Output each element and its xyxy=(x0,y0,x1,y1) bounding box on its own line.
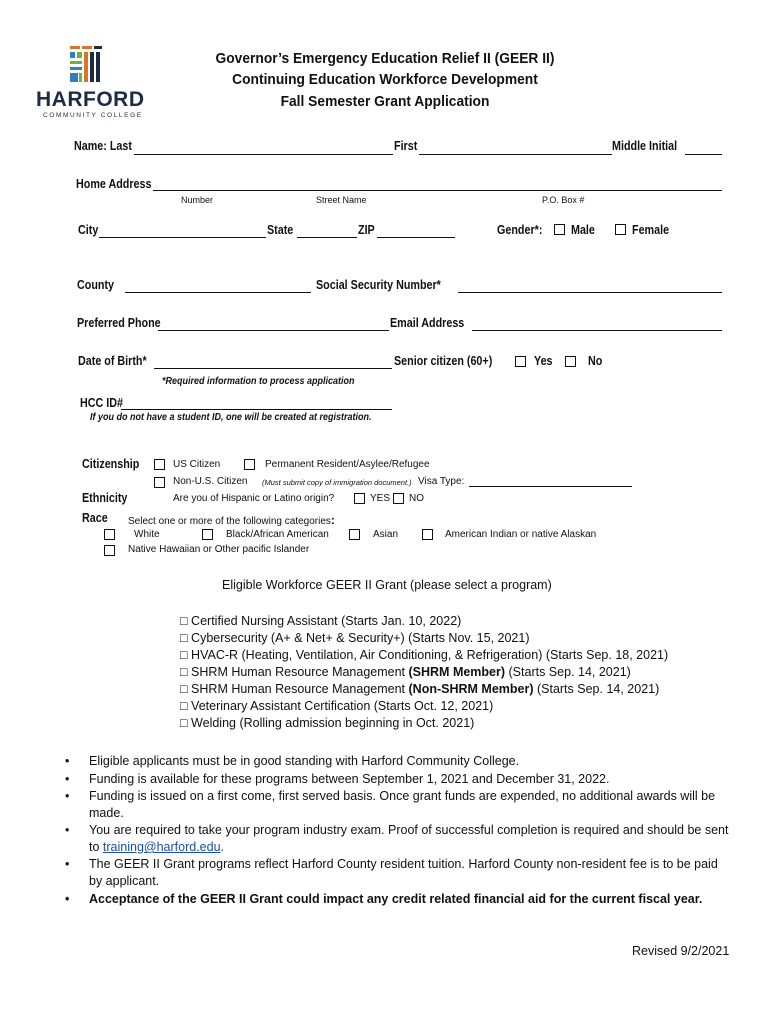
required-note: *Required information to process application xyxy=(162,376,355,387)
last-name-field[interactable] xyxy=(134,154,393,155)
non-us-citizen-note: (Must submit copy of immigration document.) xyxy=(262,478,412,487)
harford-logo-subtitle: COMMUNITY COLLEGE xyxy=(43,112,143,119)
county-label: County xyxy=(77,278,115,292)
hcc-id-note: If you do not have a student ID, one will be created at registration. xyxy=(90,412,372,423)
info-bullet: • Eligible applicants must be in good standing with Harford Community College. xyxy=(65,754,520,768)
race-asian-checkbox[interactable] xyxy=(349,529,360,540)
visa-type-field[interactable] xyxy=(469,486,632,487)
middle-initial-field[interactable] xyxy=(685,154,722,155)
home-address-label: Home Address xyxy=(76,177,152,191)
non-us-citizen-label: Non-U.S. Citizen xyxy=(173,476,248,487)
hispanic-yes-label: YES xyxy=(370,493,391,504)
race-hawaiian-label: Native Hawaiian or Other pacific Islander xyxy=(128,544,310,555)
info-bullet-list xyxy=(65,752,730,908)
senior-label: Senior citizen (60+) xyxy=(394,354,493,368)
harford-logo-name: HARFORD xyxy=(36,88,145,111)
gender-label: Gender*: xyxy=(497,223,543,237)
header-title-line3: Fall Semester Grant Application xyxy=(280,93,490,110)
number-sublabel: Number xyxy=(181,195,214,205)
programs-heading: Eligible Workforce GEER II Grant (please select a program) xyxy=(222,578,552,592)
info-bullet: • The GEER II Grant programs reflect Harford County resident tuition. Harford County non-resident fee is to be paid by applicant. xyxy=(65,857,718,888)
permanent-resident-checkbox[interactable] xyxy=(244,459,255,470)
race-black-checkbox[interactable] xyxy=(202,529,213,540)
dob-field[interactable] xyxy=(154,368,392,369)
harford-logo-mark xyxy=(36,44,146,88)
info-bullet: • Acceptance of the GEER II Grant could impact any credit related financial aid for the current fiscal year. xyxy=(65,892,703,906)
citizenship-label: Citizenship xyxy=(82,457,140,471)
harford-logo xyxy=(36,44,146,124)
visa-type-label: Visa Type: xyxy=(418,476,465,487)
info-bullet: • Funding is available for these programs between September 1, 2021 and December 31, 2022. xyxy=(65,772,610,786)
race-white-label: White xyxy=(134,529,160,540)
first-name-field[interactable] xyxy=(419,154,612,155)
zip-label: ZIP xyxy=(358,223,375,237)
po-box-sublabel: P.O. Box # xyxy=(542,195,585,205)
race-label: Race xyxy=(82,511,108,525)
senior-no-label: No xyxy=(588,354,603,368)
program-item[interactable]: □ Certified Nursing Assistant (Starts Jan. 10, 2022) xyxy=(180,614,462,628)
non-us-citizen-checkbox[interactable] xyxy=(154,477,165,488)
street-name-sublabel: Street Name xyxy=(316,195,367,205)
senior-yes-checkbox[interactable] xyxy=(515,356,526,367)
preferred-phone-field[interactable] xyxy=(158,330,389,331)
ssn-field[interactable] xyxy=(458,292,722,293)
permanent-resident-label: Permanent Resident/Asylee/Refugee xyxy=(265,459,430,470)
info-bullet: • You are required to take your program industry exam. Proof of successful completion is required and should be sent to training@harford.edu. xyxy=(65,823,729,854)
hcc-id-field[interactable] xyxy=(121,409,392,410)
program-item[interactable]: □ Cybersecurity (A+ & Net+ & Security+) (Starts Nov. 15, 2021) xyxy=(180,631,530,645)
hcc-id-label: HCC ID# xyxy=(80,396,124,410)
race-black-label: Black/African American xyxy=(226,529,329,540)
home-address-field[interactable] xyxy=(153,190,722,191)
race-white-checkbox[interactable] xyxy=(104,529,115,540)
program-item[interactable]: □ SHRM Human Resource Management (Non-SHRM Member) (Starts Sep. 14, 2021) xyxy=(180,682,660,696)
ethnicity-label: Ethnicity xyxy=(82,491,128,505)
senior-yes-label: Yes xyxy=(534,354,553,368)
gender-female-label: Female xyxy=(632,223,670,237)
hispanic-question: Are you of Hispanic or Latino origin? xyxy=(173,493,335,504)
training-email-link[interactable]: training@harford.edu xyxy=(102,840,221,854)
senior-no-checkbox[interactable] xyxy=(565,356,576,367)
state-field[interactable] xyxy=(297,237,357,238)
header-title-line1: Governor’s Emergency Education Relief II (GEER II) xyxy=(215,50,555,67)
hispanic-no-label: NO xyxy=(409,493,424,504)
state-label: State xyxy=(267,223,294,237)
hispanic-yes-checkbox[interactable] xyxy=(354,493,365,504)
dob-label: Date of Birth* xyxy=(78,354,147,368)
city-field[interactable] xyxy=(99,237,266,238)
gender-male-checkbox[interactable] xyxy=(554,224,565,235)
email-field[interactable] xyxy=(472,330,722,331)
ssn-label: Social Security Number* xyxy=(316,278,441,292)
zip-field[interactable] xyxy=(377,237,455,238)
middle-initial-label: Middle Initial xyxy=(612,139,678,153)
race-american-indian-label: American Indian or native Alaskan xyxy=(445,529,597,540)
info-bullet: • Funding is issued on a first come, first served basis. Once grant funds are expended, no additional awards will be made. xyxy=(65,789,716,820)
race-hawaiian-checkbox[interactable] xyxy=(104,545,115,556)
program-item[interactable]: □ Welding (Rolling admission beginning in Oct. 2021) xyxy=(180,716,475,730)
race-prompt: Select one or more of the following categories: xyxy=(128,513,335,527)
county-field[interactable] xyxy=(125,292,311,293)
race-asian-label: Asian xyxy=(373,529,399,540)
race-american-indian-checkbox[interactable] xyxy=(422,529,433,540)
gender-female-checkbox[interactable] xyxy=(615,224,626,235)
program-item[interactable]: □ HVAC-R (Heating, Ventilation, Air Conditioning, & Refrigeration) (Starts Sep. 18, 2021) xyxy=(180,648,669,662)
us-citizen-label: US Citizen xyxy=(173,459,221,470)
email-label: Email Address xyxy=(390,316,465,330)
us-citizen-checkbox[interactable] xyxy=(154,459,165,470)
program-item[interactable]: □ Veterinary Assistant Certification (Starts Oct. 12, 2021) xyxy=(180,699,494,713)
header-title-line2: Continuing Education Workforce Development xyxy=(232,71,538,88)
hispanic-no-checkbox[interactable] xyxy=(393,493,404,504)
city-label: City xyxy=(78,223,99,237)
first-name-label: First xyxy=(394,139,418,153)
program-item[interactable]: □ SHRM Human Resource Management (SHRM Member) (Starts Sep. 14, 2021) xyxy=(180,665,631,679)
preferred-phone-label: Preferred Phone xyxy=(77,316,161,330)
gender-male-label: Male xyxy=(571,223,595,237)
name-last-label: Name: Last xyxy=(74,139,132,153)
revised-date: Revised 9/2/2021 xyxy=(632,944,730,958)
